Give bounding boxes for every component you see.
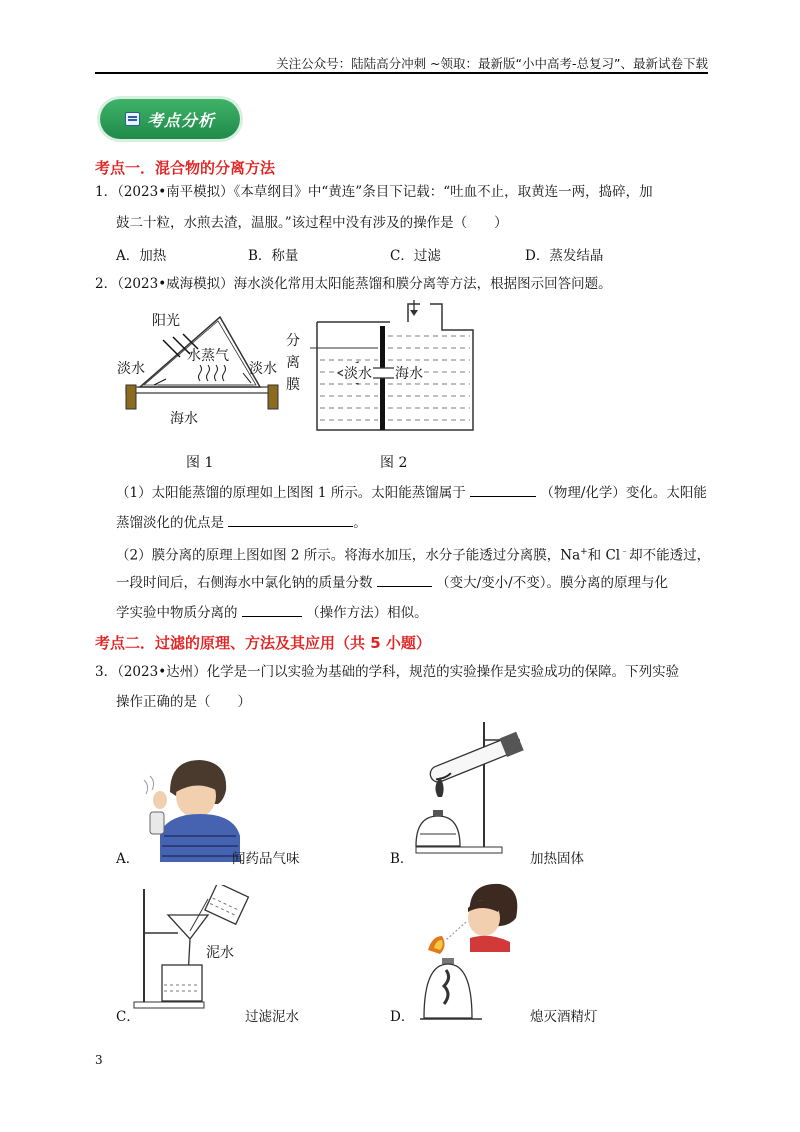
page-number: 3 [95, 1053, 103, 1067]
q1-line1: 1．（2023•南平模拟）《本草纲目》中“黄连”条目下记载：“吐血不止，取黄连一两，捣碎，加 [95, 184, 653, 200]
q1-option-a: A．加热 [116, 248, 167, 264]
fig2-membrane-label-2: 离 [286, 355, 300, 371]
q2-part1-line1: （1）太阳能蒸馏的原理如上图图 1 所示。太阳能蒸馏属于 （物理/化学）变化。太阳能 [116, 482, 707, 503]
fig2-freshwater-label: 淡水 [343, 363, 373, 383]
option-b-letter: B． [390, 851, 414, 867]
q2-line1: 2．（2023•威海模拟）海水淡化常用太阳能蒸馏和膜分离等方法，根据图示回答问题。 [95, 276, 612, 292]
option-c-filter-illustration [132, 885, 257, 1010]
fig2-seawater-label: 海水 [394, 363, 424, 383]
q3-line1: 3．（2023•达州）化学是一门以实验为基础的学科，规范的实验操作是实验成功的保障。下列实验 [95, 664, 680, 680]
q2-part2-line2: 一段时间后，右侧海水中氯化钠的质量分数 （变大/变小/不变）。膜分离的原理与化 [116, 572, 668, 593]
q1-option-b: B．称量 [248, 248, 299, 264]
option-c-caption: 过滤泥水 [245, 1009, 299, 1025]
topic1-title: 考点一．混合物的分离方法 [95, 159, 276, 177]
option-d-letter: D． [390, 1009, 415, 1025]
q1-option-c: C．过滤 [390, 248, 441, 264]
option-d-caption: 熄灭酒精灯 [530, 1009, 598, 1025]
page-header: 关注公众号：陆陆高分冲刺 ~领取：最新版“小中高考-总复习”、最新试卷下载 [276, 56, 708, 71]
fig2-caption: 图 2 [380, 455, 408, 471]
notebook-icon [125, 112, 140, 126]
option-b-caption: 加热固体 [530, 851, 584, 867]
fig1-vapor-label: 水蒸气 [187, 348, 229, 364]
option-b-heating-illustration [408, 722, 538, 857]
fig2-membrane-label-3: 膜 [286, 377, 300, 393]
option-a-letter: A． [116, 851, 140, 867]
section-badge [100, 99, 240, 139]
fig1-sunlight-label: 阳光 [152, 313, 180, 329]
fig1-freshwater-left-label: 淡水 [117, 361, 145, 377]
q2-part1-line2: 蒸馏淡化的优点是 。 [116, 512, 367, 533]
q2-part2-line3: 学实验中物质分离的 （操作方法）相似。 [116, 602, 428, 623]
q1-line2: 鼓二十粒，水煎去渣，温服。”该过程中没有涉及的操作是（ ） [116, 215, 508, 231]
topic2-title: 考点二．过滤的原理、方法及其应用（共 5 小题） [95, 634, 431, 652]
option-a-caption: 闻药品气味 [232, 851, 300, 867]
q2-part2-line1: （2）膜分离的原理上图如图 2 所示。将海水加压，水分子能透过分离膜，Na+和 Cl﹣却不能透过， [116, 547, 711, 564]
q3-line2: 操作正确的是（ ） [116, 694, 251, 710]
option-c-letter: C． [116, 1009, 140, 1025]
fig1-seawater-label: 海水 [170, 411, 198, 427]
section-badge-label: 考点分析 [146, 110, 215, 130]
q1-option-d: D．蒸发结晶 [525, 248, 604, 264]
header-divider [95, 72, 708, 74]
fig1-freshwater-right-label: 淡水 [249, 361, 277, 377]
option-c-mud-water-label: 泥水 [206, 945, 234, 961]
option-a-smell-illustration [140, 752, 240, 862]
fig1-caption: 图 1 [186, 455, 214, 471]
fig2-membrane-label-1: 分 [286, 333, 300, 349]
option-d-lamp-illustration [420, 878, 520, 1023]
